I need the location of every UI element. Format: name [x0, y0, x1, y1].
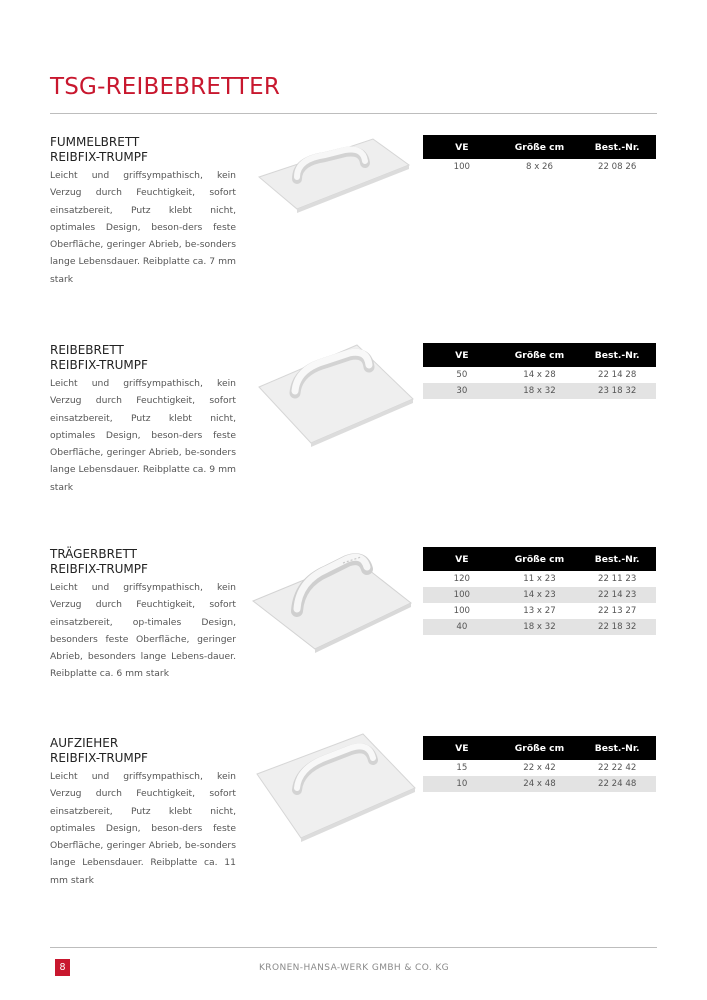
cell-order: 22 14 28 — [598, 370, 637, 380]
table-row — [423, 367, 656, 383]
product-reibebrett — [50, 343, 660, 523]
table-row — [423, 760, 656, 776]
cell-size: 14 x 28 — [523, 370, 556, 380]
cell-order: 22 11 23 — [598, 574, 637, 584]
cell-size: 13 x 27 — [523, 606, 556, 616]
cell-size: 14 x 23 — [501, 587, 579, 603]
table-row — [423, 619, 656, 635]
cell-order: 23 18 32 — [578, 383, 656, 399]
cell-size: 18 x 32 — [501, 619, 579, 635]
header-divider — [50, 113, 657, 114]
col-order: Best.-Nr. — [578, 547, 656, 571]
cell-order: 22 08 26 — [598, 162, 637, 172]
cell-order: 22 18 32 — [578, 619, 656, 635]
table-row — [423, 383, 656, 399]
col-size: Größe cm — [501, 343, 579, 367]
col-size: Größe cm — [501, 547, 579, 571]
product-traegerbrett — [50, 547, 660, 727]
cell-order: 22 14 23 — [578, 587, 656, 603]
page-title: TSG-REIBEBRETTER — [50, 74, 281, 100]
product-image-fummelbrett — [245, 127, 420, 247]
product-image-traegerbrett — [245, 539, 420, 659]
table-row — [423, 587, 656, 603]
footer-divider — [50, 947, 657, 948]
spec-table — [423, 135, 656, 175]
cell-ve: 15 — [456, 763, 468, 773]
product-description: Leicht und griffsympathisch, kein Verzug durch Feuchtigkeit, sofort einsatzbereit, op-timales Design, besonders feste Oberfläche, geringer Abrieb, besonders lange Lebens-dauer. Reibplatte ca. 6 mm stark — [50, 582, 236, 680]
product-name: TRÄGERBRETT — [50, 547, 137, 561]
product-subtitle: REIBFIX-TRUMPF — [50, 751, 148, 765]
product-image-reibebrett — [245, 335, 420, 455]
spec-table — [423, 547, 656, 635]
cell-ve: 50 — [456, 370, 468, 380]
table-row — [423, 571, 656, 587]
table-row — [423, 776, 656, 792]
col-size: Größe cm — [501, 736, 579, 760]
product-name: REIBEBRETT — [50, 343, 124, 357]
cell-ve: 100 — [453, 606, 471, 616]
product-image-aufzieher — [245, 728, 420, 848]
col-size: Größe cm — [501, 135, 579, 159]
cell-ve: 100 — [423, 587, 501, 603]
product-description: Leicht und griffsympathisch, kein Verzug durch Feuchtigkeit, sofort einsatzbereit, Putz klebt nicht, optimales Design, beson-ders feste Oberfläche, geringer Abrieb, be-sonders lange Lebensdauer. Reibplatte ca. 11 mm stark — [50, 771, 236, 886]
table-row — [423, 159, 656, 175]
product-subtitle: REIBFIX-TRUMPF — [50, 150, 148, 164]
cell-ve: 100 — [453, 162, 471, 172]
cell-ve: 30 — [423, 383, 501, 399]
product-aufzieher — [50, 736, 660, 916]
product-fummelbrett — [50, 135, 660, 315]
product-name: FUMMELBRETT — [50, 135, 140, 149]
table-row — [423, 603, 656, 619]
product-subtitle: REIBFIX-TRUMPF — [50, 358, 148, 372]
col-ve: VE — [423, 135, 501, 159]
cell-size: 11 x 23 — [523, 574, 556, 584]
cell-size: 18 x 32 — [501, 383, 579, 399]
col-ve: VE — [423, 547, 501, 571]
spec-table — [423, 736, 656, 792]
cell-order: 22 22 42 — [598, 763, 637, 773]
cell-ve: 120 — [453, 574, 471, 584]
col-ve: VE — [423, 736, 501, 760]
cell-size: 22 x 42 — [523, 763, 556, 773]
footer-company: KRONEN-HANSA-WERK GMBH & CO. KG — [259, 963, 450, 973]
col-ve: VE — [423, 343, 501, 367]
col-order: Best.-Nr. — [578, 343, 656, 367]
cell-order: 22 24 48 — [578, 776, 656, 792]
cell-order: 22 13 27 — [598, 606, 637, 616]
product-name: AUFZIEHER — [50, 736, 119, 750]
col-order: Best.-Nr. — [578, 736, 656, 760]
spec-table — [423, 343, 656, 399]
cell-ve: 40 — [423, 619, 501, 635]
cell-size: 8 x 26 — [526, 162, 553, 172]
product-description: Leicht und griffsympathisch, kein Verzug durch Feuchtigkeit, sofort einsatzbereit, Putz klebt nicht, optimales Design, beson-ders feste Oberfläche, geringer Abrieb, be-sonders lange Lebensdauer. Reibplatte ca. 9 mm stark — [50, 378, 236, 493]
product-description: Leicht und griffsympathisch, kein Verzug durch Feuchtigkeit, sofort einsatzbereit, Putz klebt nicht, optimales Design, beson-ders feste Oberfläche, geringer Abrieb, be-sonders lange Lebensdauer. Reibplatte ca. 7 mm stark — [50, 170, 236, 285]
page-number: 8 — [55, 959, 70, 976]
col-order: Best.-Nr. — [578, 135, 656, 159]
cell-size: 24 x 48 — [501, 776, 579, 792]
product-subtitle: REIBFIX-TRUMPF — [50, 562, 148, 576]
cell-ve: 10 — [423, 776, 501, 792]
